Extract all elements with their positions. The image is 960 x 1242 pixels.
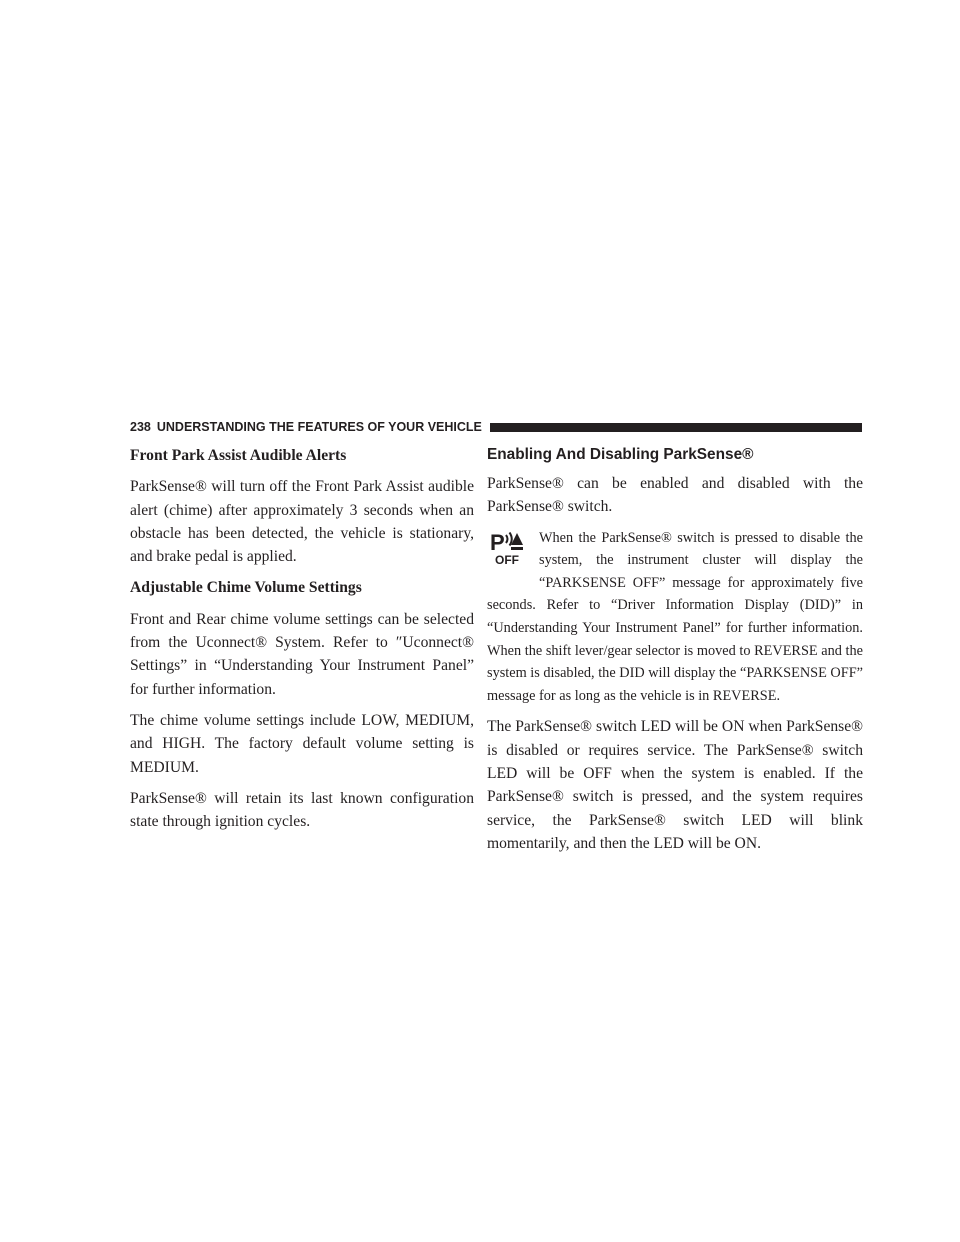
page-header: [130, 418, 862, 436]
header-rule: [490, 423, 862, 432]
paragraph-enable-intro: ParkSense® can be enabled and disabled with the ParkSense® switch.: [487, 475, 863, 516]
parksense-off-label: OFF: [495, 552, 519, 567]
heading-enabling-parksense: Enabling And Disabling ParkSense®: [487, 446, 754, 463]
parksense-p-waves-icon: [490, 529, 524, 553]
paragraph-chime-volume: Front and Rear chime volume settings can be selected from the Uconnect® System. Refer to ″Uconnect® Settings” in “Understanding Your Instrument Panel” for further information.: [130, 610, 474, 698]
right-column: [487, 444, 863, 863]
left-column: [130, 444, 474, 841]
heading-chime-volume: Adjustable Chime Volume Settings: [130, 579, 362, 597]
paragraph-retain-config: ParkSense® will retain its last known configuration state through ignition cycles.: [130, 789, 474, 831]
parksense-off-block: [487, 527, 863, 708]
paragraph-chime-levels: The chime volume settings include LOW, MEDIUM, and HIGH. The factory default volume setting is MEDIUM.: [130, 711, 474, 776]
section-title: UNDERSTANDING THE FEATURES OF YOUR VEHICLE: [156, 420, 482, 434]
svg-text:P: P: [490, 529, 505, 553]
paragraph-front-park-assist: ParkSense® will turn off the Front Park Assist audible alert (chime) after approximately 3 seconds when an obstacle has been detected, the vehicle is stationary, and brake pedal is applied.: [130, 478, 474, 566]
parksense-off-icon: [487, 529, 527, 575]
paragraph-switch-led: The ParkSense® switch LED will be ON when ParkSense® is disabled or requires service. The ParkSense® switch LED will be OFF when the system is enabled. If the ParkSense® switch is pressed, and the system requires service, the ParkSense® switch LED will blink momentarily, and then the LED will be ON.: [487, 718, 863, 852]
paragraph-disable-message: When the ParkSense® switch is pressed to disable the system, the instrument cluster will display the “PARKSENSE OFF” message for approximately five seconds. Refer to “Driver Information Display (DID)” in “Understanding Your Instrument Panel” for further information. When the shift lever/gear selector is moved to REVERSE and the system is disabled, the DID will display the “PARKSENSE OFF” message for as long as the vehicle is in REVERSE.: [487, 529, 863, 704]
heading-front-park-assist: Front Park Assist Audible Alerts: [130, 447, 347, 464]
page-number: 238: [130, 420, 151, 434]
